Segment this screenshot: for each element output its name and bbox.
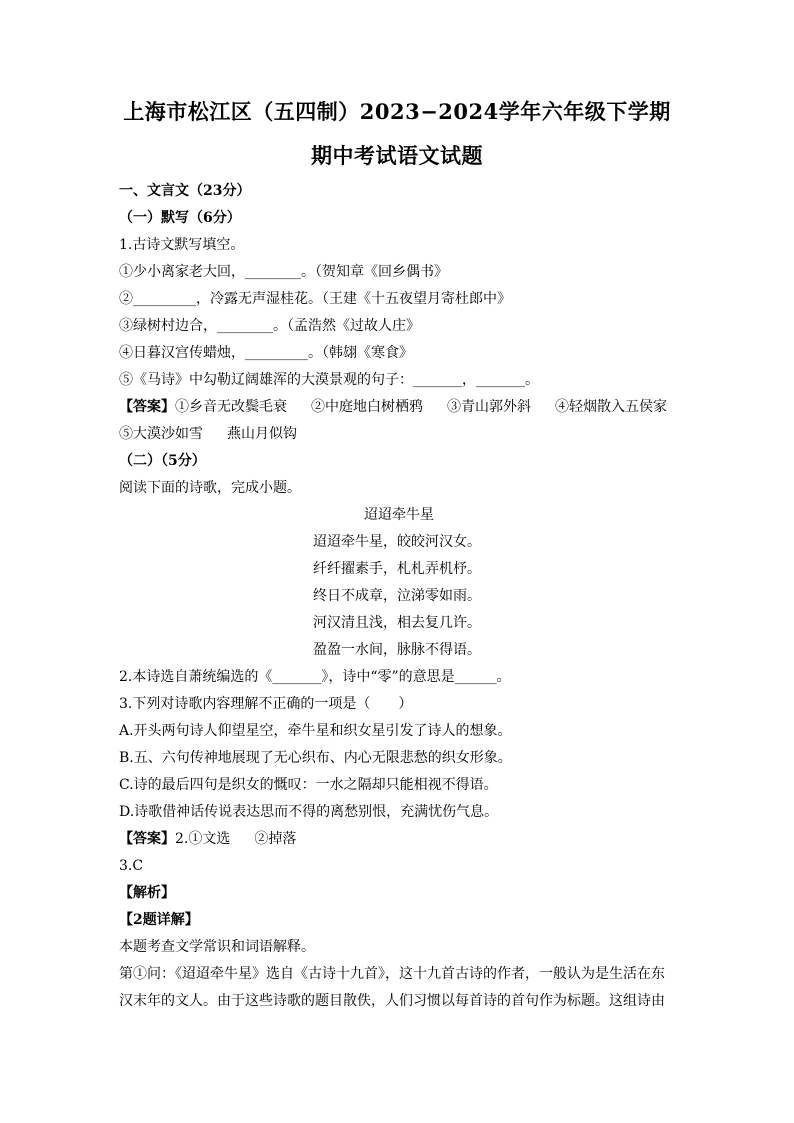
- option-c: C.诗的最后四句是织女的慨叹：一水之隔却只能相视不得语。: [119, 777, 498, 793]
- subsection-heading: （一）默写（6分）: [119, 210, 241, 226]
- answer-row: [119, 826, 679, 853]
- detail-paragraph: 第①问：《迢迢牵牛星》选自《古诗十九首》，这十九首古诗的作者，一般认为是生活在东: [119, 966, 665, 982]
- answer-text: ④轻烟散入五侯家: [555, 399, 667, 415]
- poem-line: 盈盈一水间，脉脉不得语。: [313, 642, 481, 658]
- answer-text: 3.C: [119, 858, 144, 874]
- answer-text: ①乡音无改鬓毛衰: [175, 399, 287, 415]
- poem-line: 纤纤擢素手，札札弄机杼。: [313, 561, 481, 577]
- subsection-heading: （二）（5分）: [119, 453, 206, 469]
- fill-item: ③绿树村边合，________。（孟浩然《过故人庄》: [119, 318, 420, 334]
- section-heading: 一、文言文（23分）: [119, 183, 251, 199]
- poem-line: 终日不成章，泣涕零如雨。: [313, 588, 481, 604]
- reading-instruction: 阅读下面的诗歌，完成小题。: [119, 480, 301, 496]
- question-3: 3.下列对诗歌内容理解不正确的一项是（ ）: [119, 696, 413, 712]
- answer-text: 2.①文选: [175, 831, 231, 847]
- poem-line: 河汉清且浅，相去复几许。: [313, 615, 481, 631]
- question-1: 1.古诗文默写填空。: [119, 237, 245, 253]
- detail-paragraph: 汉末年的文人。由于这些诗歌的题目散佚，人们习惯以每首诗的首句作为标题。这组诗由: [119, 993, 665, 1009]
- option-b: B.五、六句传神地展现了无心织布、内心无限悲愁的织女形象。: [119, 750, 512, 766]
- document-title-line2: 期中考试语文试题: [311, 143, 483, 168]
- answer-label: 【答案】: [119, 831, 175, 847]
- answer-text: ⑤大漠沙如雪: [119, 426, 203, 442]
- document-body: [119, 178, 679, 1015]
- answer-row: [119, 421, 679, 448]
- fill-item: ②_________，冷露无声湿桂花。（王建《十五夜望月寄杜郎中》: [119, 291, 511, 307]
- fill-item: ⑤《马诗》中勾勒辽阔雄浑的大漠景观的句子：_______，_______。: [119, 372, 539, 388]
- option-d: D.诗歌借神话传说表达思而不得的离愁别恨，充满忧伤气息。: [119, 804, 499, 820]
- question-2: 2.本诗选自萧统编选的《_______》，诗中“零”的意思是______。: [119, 669, 511, 685]
- detail-label: 【2题详解】: [119, 912, 199, 928]
- answer-text: ②中庭地白树栖鸦: [311, 399, 423, 415]
- answer-text: 燕山月似钩: [227, 426, 297, 442]
- answer-text: ②掉落: [254, 831, 297, 847]
- answer-label: 【答案】: [119, 399, 175, 415]
- poem-title: 迢迢牵牛星: [364, 507, 434, 523]
- fill-item: ④日暮汉宫传蜡烛，_________。（韩翃《寒食》: [119, 345, 413, 361]
- answer-text: ③青山郭外斜: [447, 399, 531, 415]
- answer-row: [119, 394, 679, 421]
- detail-intro: 本题考查文学常识和词语解释。: [119, 939, 315, 955]
- poem-line: 迢迢牵牛星，皎皎河汉女。: [313, 534, 481, 550]
- document-title-line1: 上海市松江区（五四制）2023−2024学年六年级下学期: [123, 99, 671, 124]
- option-a: A.开头两句诗人仰望星空，牵牛星和织女星引发了诗人的想象。: [119, 723, 512, 739]
- fill-item: ①少小离家老大回，________。（贺知章《回乡偶书》: [119, 264, 448, 280]
- analysis-label: 【解析】: [119, 885, 175, 901]
